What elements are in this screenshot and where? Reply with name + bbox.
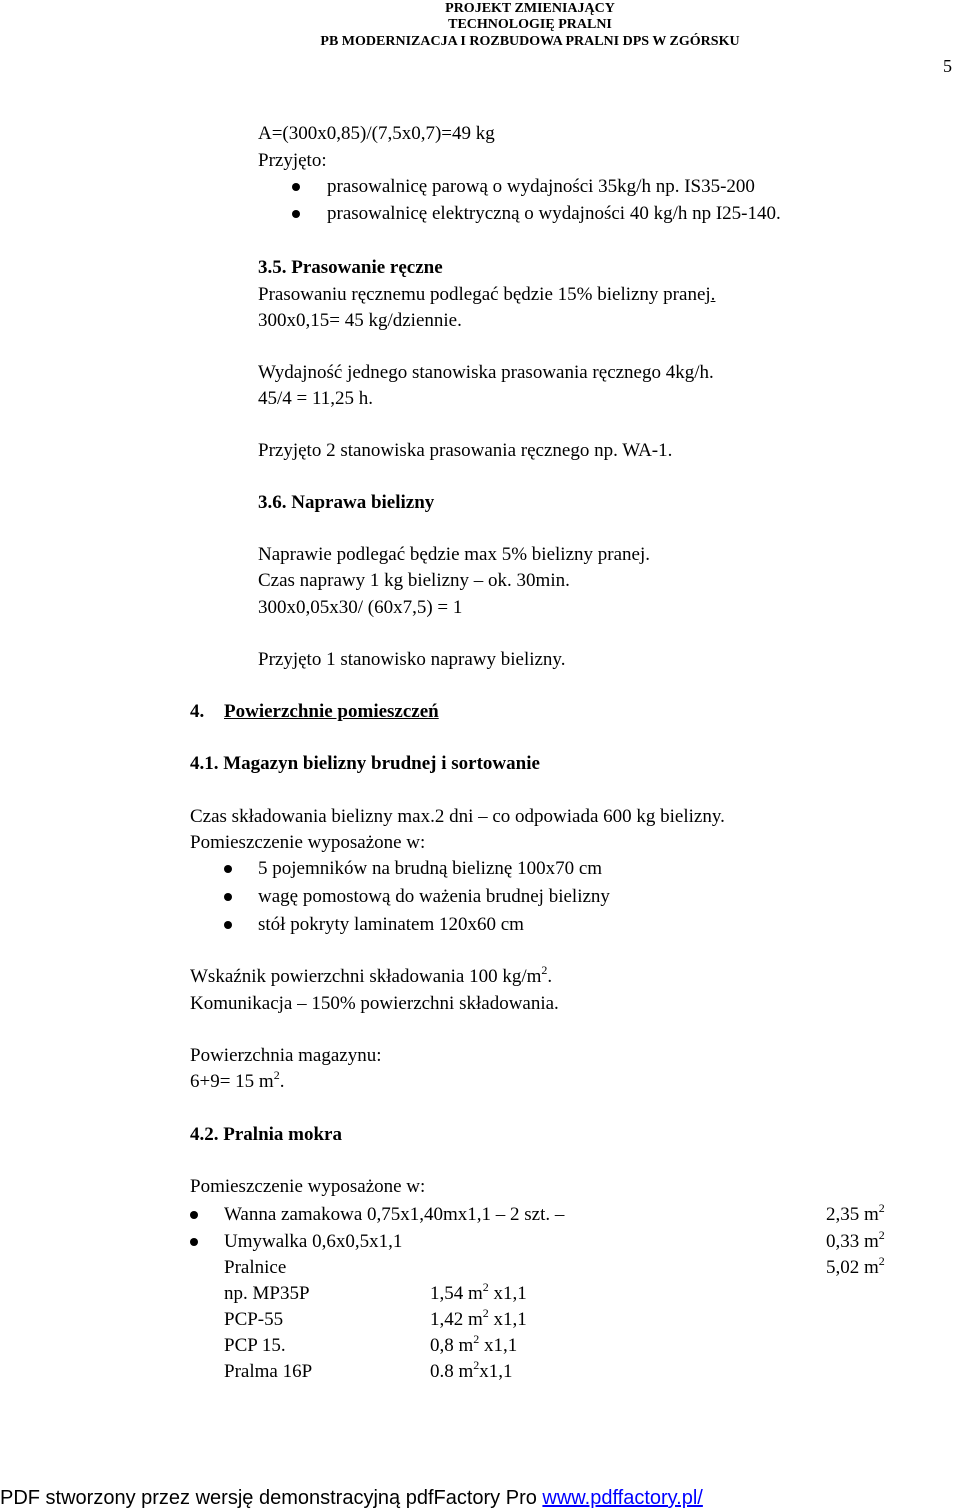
model-name: PCP-55 [224,1309,284,1330]
list-item: stół pokryty laminatem 120x60 cm [258,914,524,935]
pdf-footer [0,1486,703,1510]
text-line: Powierzchnia magazynu: [190,1045,382,1066]
footer-link[interactable]: www.pdffactory.pl/ [542,1487,703,1509]
formula-line: 6+9= 15 $m^2$. [190,1068,285,1092]
chapter-heading: Powierzchnie pomieszczeń [224,701,439,722]
model-area: 0,8 $m^2$ x1,1 [430,1332,518,1356]
text-line: Komunikacja – 150% powierzchni składowania. [190,993,559,1014]
bullet-icon [224,921,232,929]
formula-line: 300x0,05x30/ (60x7,5) = 1 [258,597,463,618]
section-heading: 4.2. Pralnia mokra [190,1124,342,1145]
model-area: 0.8 $m^2x1,1$ [430,1358,513,1382]
header-line-2: TECHNOLOGIĘ PRALNI [448,17,612,32]
bullet-icon [292,183,300,191]
text-line: Czas naprawy 1 kg bielizny – ok. 30min. [258,570,570,591]
equipment-area: 2,35 $m^2$ [826,1201,885,1225]
text-line: Przyjęto: [258,150,327,171]
text-line: Pomieszczenie wyposażone w: [190,1176,426,1197]
text-line: Prasowaniu ręcznemu podlegać będzie 15% bielizny pranej. [258,284,716,305]
model-name: Pralma 16P [224,1361,313,1382]
section-heading: 3.5. Prasowanie ręczne [258,257,443,278]
chapter-number: 4. [190,701,205,722]
header-line-3: PB MODERNIZACJA I ROZBUDOWA PRALNI DPS W ZGÓRSKU [320,34,740,49]
equipment-area: 5,02 $m^2$ [826,1254,885,1278]
list-item: 5 pojemników na brudną bieliznę 100x70 cm [258,858,603,879]
text-line: 300x0,15= 45 kg/dziennie. [258,310,462,331]
section-heading: 3.6. Naprawa bielizny [258,492,435,513]
bullet-icon [190,1211,198,1219]
section-heading: 4.1. Magazyn bielizny brudnej i sortowanie [190,753,540,774]
text-line: Wskaźnik powierzchni składowania 100 $kg/m^2$. [190,963,553,987]
list-item: prasowalnicę elektryczną o wydajności 40 kg/h np I25-140. [327,203,781,224]
text-line: Wydajność jednego stanowiska prasowania ręcznego 4kg/h. [258,362,714,383]
text-line: Przyjęto 2 stanowiska prasowania ręcznego np. WA-1. [258,440,673,461]
text-line: 45/4 = 11,25 h. [258,388,374,409]
bullet-icon [292,210,300,218]
equipment-name: Wanna zamakowa 0,75x1,40mx1,1 – 2 szt. – [224,1204,565,1225]
bullet-icon [224,893,232,901]
bullet-icon [190,1238,198,1246]
model-name: np. MP35P [224,1283,310,1304]
text-line: Pomieszczenie wyposażone w: [190,832,426,853]
page-number: 5 [943,56,952,76]
equipment-name: Pralnice [224,1257,287,1278]
text-line: Przyjęto 1 stanowisko naprawy bielizny. [258,649,566,670]
model-name: PCP 15. [224,1335,286,1356]
text-line: Czas składowania bielizny max.2 dni – co odpowiada 600 kg bielizny. [190,806,725,827]
text-line: Naprawie podlegać będzie max 5% bielizny pranej. [258,544,650,565]
list-item: wagę pomostową do ważenia brudnej bielizny [258,886,610,907]
formula-line: A=(300x0,85)/(7,5x0,7)=49 kg [258,123,495,144]
model-area: 1,54 $m^2$ x1,1 [430,1280,527,1304]
header-line-1: PROJEKT ZMIENIAJĄCY [445,1,615,16]
equipment-name: Umywalka 0,6x0,5x1,1 [224,1231,403,1252]
model-area: 1,42 $m^2$ x1,1 [430,1306,527,1330]
footer-text: PDF stworzony przez wersję demonstracyjną pdfFactory Pro [0,1487,543,1509]
equipment-area: 0,33 $m^2$ [826,1228,885,1252]
bullet-icon [224,865,232,873]
list-item: prasowalnicę parową o wydajności 35kg/h np. IS35-200 [327,176,755,197]
